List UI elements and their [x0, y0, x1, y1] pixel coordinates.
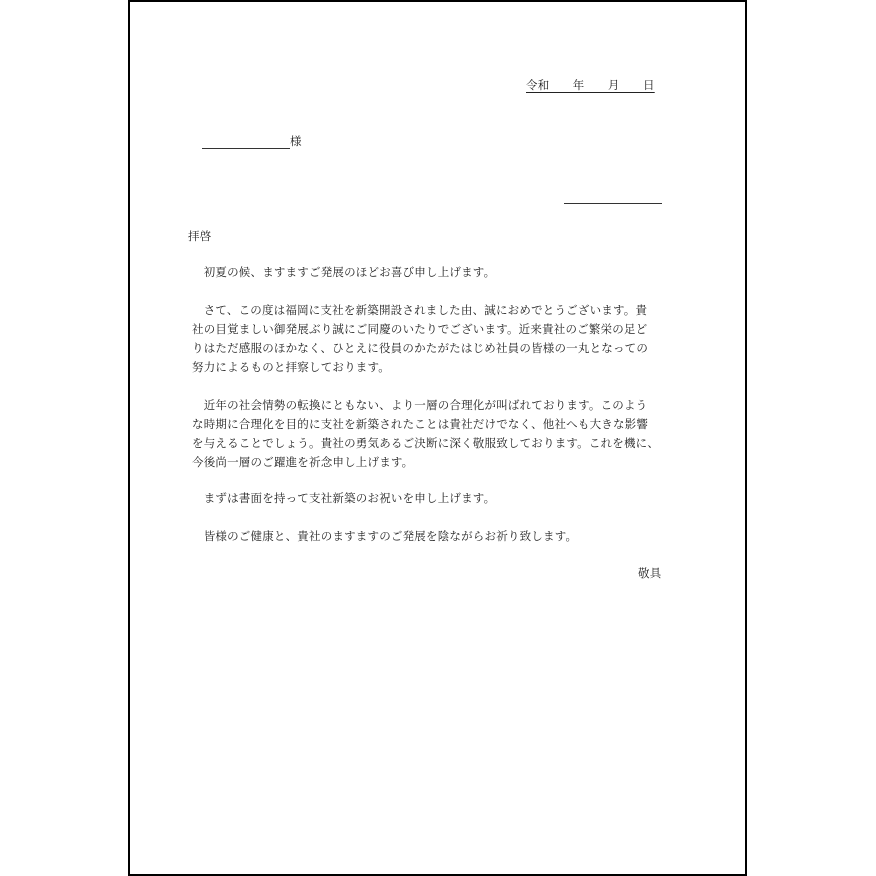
- paragraph-wishes: [192, 527, 577, 546]
- letter-page: [128, 0, 747, 876]
- paragraph-line: 近年の社会情勢の転換にともない、より一層の合理化が叫ばれております。このよう: [192, 398, 648, 412]
- date-line: 令和 年 月 日: [526, 78, 655, 92]
- closing-salutation: 敬具: [638, 566, 662, 580]
- paragraph-line: まずは書面を持って支社新築のお祝いを申し上げます。: [192, 491, 496, 505]
- paragraph-congratulations: [192, 301, 648, 377]
- paragraph-line: さて、この度は福岡に支社を新築開設されました由、誠におめでとうございます。貴: [192, 303, 648, 317]
- opening-salutation: 拝啓: [188, 229, 212, 243]
- paragraph-greeting: [192, 263, 495, 282]
- paragraph-line: 社の目覚ましい御発展ぶり誠にご同慶のいたりでございます。近来貴社のご繁栄の足ど: [192, 322, 648, 336]
- paragraph-line: 今後尚一層のご躍進を祈念申し上げます。: [192, 455, 414, 469]
- paragraph-line: 皆様のご健康と、貴社のますますのご発展を陰ながらお祈り致します。: [192, 529, 578, 543]
- recipient-name-blank: [202, 148, 290, 149]
- paragraph-line: りはただ感服のほかなく、ひとえに役員のかたがたはじめ社員の皆様の一丸となっての: [192, 341, 649, 355]
- paragraph-line: な時期に合理化を目的に支社を新築されたことは貴社だけでなく、他社へも大きな影響: [192, 417, 649, 431]
- paragraph-summary: [192, 489, 495, 508]
- recipient-honorific: 様: [290, 134, 302, 148]
- paragraph-line: 努力によるものと拝察しております。: [192, 360, 390, 374]
- paragraph-line: 初夏の候、ますますご発展のほどお喜び申し上げます。: [192, 265, 496, 279]
- paragraph-line: を与えることでしょう。貴社の勇気あるご決断に深く敬服致しております。これを機に、: [192, 436, 660, 450]
- paragraph-context: [192, 396, 659, 472]
- sender-name-blank: [564, 203, 662, 204]
